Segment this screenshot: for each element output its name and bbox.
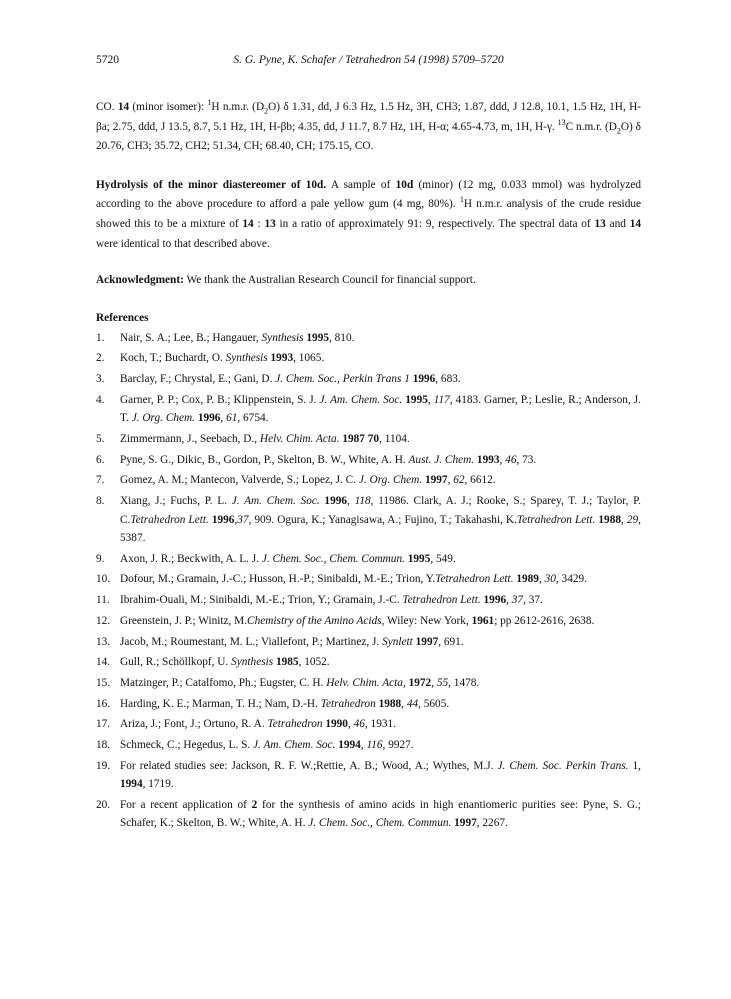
reference-text: For a recent application of 2 for the synthesis of amino acids in high enantiomeric purities see: Pyne, S. G.; Schafer, K.; Skelton, B. W.; White, A. H. J. Chem. Soc., Chem. Commun. 1997, 2267. — [120, 798, 641, 830]
reference-number: 8. — [96, 495, 105, 508]
acknowledgment-text: We thank the Australian Research Council for financial support. — [186, 274, 476, 287]
reference-number: 2. — [96, 352, 105, 365]
reference-item — [96, 633, 641, 652]
hydrolysis-text: A sample of 10d (minor) (12 mg, 0.033 mmol) was hydrolyzed according to the above procedure to afford a pale yellow gum (4 mg, 80%). $^1$H n.m.r. analysis of the crude residue showed this to be a mixture of 14 : 13 in a ratio of approximately 91: 9, respectively. The spectral data of 13 and 14 were identical to that described above. — [96, 178, 642, 250]
nmr-data-paragraph: CO. 14 (minor isomer): $^1$H n.m.r. $(D_2O)$ δ 1.31, dd, J 6.3 Hz, 1.5 Hz, 3H, CH3; 1.87, ddd, J 12.8, 10.1, 1.5 Hz, 1H, H-βa; 2.75, ddd, J 13.5, 8.7, 5.1 Hz, 1H, H-βb; 4.35, dd, J 11.7, 8.7 Hz, 1H, H-α; 4.65-4.73, m, 1H, H-γ. $^{13}$C n.m.r. $(D_2O)$ δ 20.76, CH3; 35.72, CH2; 51.34, CH; 68.40, CH; 175.15, CO. — [96, 98, 642, 153]
reference-item — [96, 736, 641, 755]
reference-item — [96, 370, 641, 389]
hydrolysis-heading: Hydrolysis of the minor diastereomer of 10d. — [96, 178, 327, 191]
references-title: References — [96, 311, 149, 324]
reference-text: Gull, R.; Schöllkopf, U. Synthesis 1985, 1052. — [120, 656, 330, 669]
reference-number: 9. — [96, 552, 105, 565]
reference-text: Ariza, J.; Font, J.; Ortuno, R. A. Tetrahedron 1990, 46, 1931. — [120, 718, 396, 731]
reference-text: Greenstein, J. P.; Winitz, M.Chemistry of the Amino Acids, Wiley: New York, 1961; pp 2612-2616, 2638. — [120, 614, 595, 627]
reference-text: Schmeck, C.; Hegedus, L. S. J. Am. Chem. Soc. 1994, 116, 9927. — [120, 738, 414, 751]
reference-text: Nair, S. A.; Lee, B.; Hangauer, Synthesis 1995, 810. — [120, 331, 355, 344]
reference-number: 1. — [96, 331, 105, 344]
reference-text: Matzinger, P.; Catalfomo, Ph.; Eugster, C. H. Helv. Chim. Acta, 1972, 55, 1478. — [120, 676, 480, 689]
reference-item — [96, 349, 641, 368]
page-number: 5720 — [96, 54, 119, 66]
reference-text: Ibrahim-Ouali, M.; Sinibaldi, M.-E.; Trion, Y.; Gramain, J.-C. Tetrahedron Lett. 1996, 37, 37. — [120, 594, 543, 607]
reference-item — [96, 492, 641, 548]
reference-item — [96, 612, 641, 631]
reference-number: 3. — [96, 373, 105, 386]
reference-item — [96, 757, 641, 794]
reference-item — [96, 430, 641, 449]
reference-number: 19. — [96, 759, 111, 772]
hydrolysis-paragraph — [96, 176, 641, 254]
reference-number: 5. — [96, 433, 105, 445]
reference-item — [96, 674, 641, 693]
reference-text: Xiang, J.; Fuchs, P. L. J. Am. Chem. Soc. 1996, 118, 11986. Clark, A. J.; Rooke, S.; Sparey, T. J.; Taylor, P. C.Tetrahedron Lett. 1996,37, 909. Ogura, K.; Yanagisawa, A.; Fujino, T.; Takahashi, K.Tetrahedron Lett. 1988, 29, 5387. — [120, 495, 642, 545]
reference-item — [96, 550, 641, 569]
reference-number: 4. — [96, 393, 105, 406]
reference-item — [96, 471, 641, 490]
reference-text: Barclay, F.; Chrystal, E.; Gani, D. J. Chem. Soc., Perkin Trans 1 1996, 683. — [120, 373, 461, 386]
reference-text: Zimmermann, J., Seebach, D., Helv. Chim. Acta. 1987 70, 1104. — [120, 433, 410, 445]
reference-item — [96, 451, 641, 470]
reference-text: Axon, J. R.; Beckwith, A. L. J. J. Chem. Soc., Chem. Commun. 1995, 549. — [120, 552, 456, 565]
references-list — [96, 329, 641, 833]
reference-item — [96, 796, 641, 833]
reference-number: 11. — [96, 594, 110, 607]
reference-text: Jacob, M.; Roumestant, M. L.; Viallefont, P.; Martinez, J. Synlett 1997, 691. — [120, 635, 464, 648]
reference-text: Gomez, A. M.; Mantecon, Valverde, S.; Lopez, J. C. J. Org. Chem. 1997, 62, 6612. — [120, 474, 496, 487]
reference-number: 18. — [96, 738, 111, 751]
reference-number: 20. — [96, 798, 111, 811]
acknowledgment-heading: Acknowledgment: — [96, 274, 184, 287]
reference-item — [96, 570, 641, 589]
article-body — [96, 98, 641, 835]
reference-item — [96, 715, 641, 734]
reference-item — [96, 695, 641, 714]
acknowledgment-paragraph — [96, 271, 641, 291]
reference-number: 6. — [96, 453, 105, 466]
reference-text: Pyne, S. G., Dikic, B., Gordon, P., Skelton, B. W., White, A. H. Aust. J. Chem. 1993, 46, 73. — [120, 453, 537, 466]
reference-number: 10. — [96, 573, 111, 586]
reference-item — [96, 653, 641, 672]
reference-item — [96, 329, 641, 348]
reference-text: For related studies see: Jackson, R. F. W.;Rettie, A. B.; Wood, A.; Wythes, M.J. J. Chem. Soc. Perkin Trans. 1, 1994, 1719. — [120, 759, 641, 791]
reference-text: Koch, T.; Buchardt, O. Synthesis 1993, 1065. — [120, 352, 325, 365]
reference-number: 14. — [96, 656, 111, 669]
page-header — [96, 54, 641, 70]
reference-text: Dofour, M.; Gramain, J.-C.; Husson, H.-P.; Sinibaldi, M.-E.; Trion, Y.Tetrahedron Lett. 1989, 30, 3429. — [120, 573, 587, 586]
reference-number: 16. — [96, 697, 111, 710]
reference-text: Harding, K. E.; Marman, T. H.; Nam, D.-H. Tetrahedron 1988, 44, 5605. — [120, 697, 450, 710]
running-head: S. G. Pyne, K. Schafer / Tetrahedron 54 (1998) 5709–5720 — [233, 54, 504, 66]
reference-number: 17. — [96, 718, 111, 731]
reference-item — [96, 391, 641, 428]
reference-number: 13. — [96, 635, 111, 648]
reference-text: Garner, P. P.; Cox, P. B.; Klippenstein, S. J. J. Am. Chem. Soc. 1995, 117, 4183. Garner, P.; Leslie, R.; Anderson, J. T. J. Org. Chem. 1996, 61, 6754. — [120, 393, 642, 425]
reference-number: 12. — [96, 614, 111, 627]
reference-item — [96, 591, 641, 610]
reference-number: 15. — [96, 676, 111, 689]
reference-number: 7. — [96, 474, 105, 487]
